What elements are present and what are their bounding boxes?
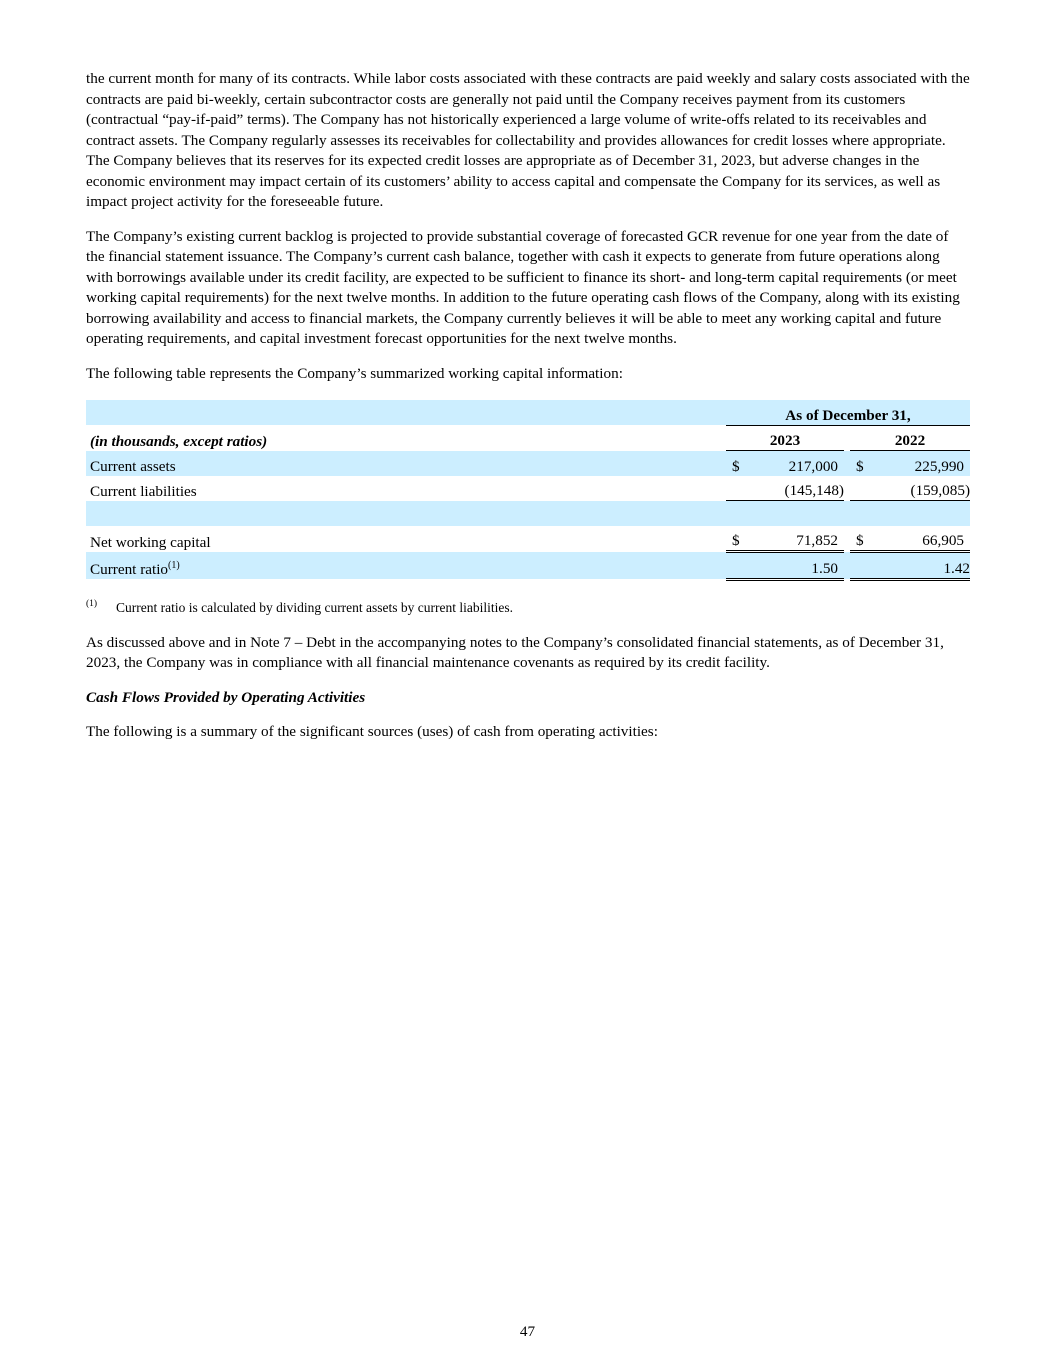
footnote-ref: (1) [168, 559, 180, 571]
footnote-text: Current ratio is calculated by dividing current assets by current liabilities. [116, 599, 514, 615]
current-assets-2023: 217,000 [744, 451, 844, 476]
footnote [86, 599, 970, 617]
paragraph-liquidity: The Company’s existing current backlog is projected to provide substantial coverage of forecasted GCR revenue for one year from the date of the financial statement issuance. The Company’s current cash balance, together with cash it expects to generate from future operations along with borrowings available under its credit facility, are expected to be sufficient to finance its short- and long-term capital requirements (or meet working capital requirements) for the next twelve months. In addition to the future operating cash flows of the Company, along with its existing borrowing availability and access to financial markets, the Company currently believes it will be able to meet any working capital and future operating requirements, and capital investment forecast opportunities for the next twelve months. [86, 227, 960, 347]
paragraph-credit-risk: the current month for many of its contracts. While labor costs associated with these contracts are paid weekly and salary costs associated with the contracts are paid bi-weekly, certain subcontractor costs are generally not paid until the Company receives payment from its customers (contractual “pay-if-paid” terms). The Company has not historically experienced a large volume of write-offs related to its receivables and contract assets. The Company regularly assesses its receivables for collectability and provides allowances for credit losses where appropriate. The Company believes that its reserves for its expected credit losses are appropriate as of December 31, 2023, but adverse changes in the economic environment may impact certain of its customers’ ability to access capital and compensate the Company for its services, as well as impact project activity for the foreseeable future. [86, 70, 970, 210]
current-ratio-2023: 1.50 [744, 552, 844, 580]
current-ratio-label: Current ratio [90, 561, 169, 578]
row-label-current-ratio [86, 552, 726, 580]
working-capital-table [86, 400, 970, 581]
year-2022-header: 2022 [850, 425, 970, 451]
table-row [86, 552, 970, 580]
paragraph-operating-summary: The following is a summary of the significant sources (uses) of cash from operating activities: [86, 723, 658, 740]
paragraph-table-intro: The following table represents the Company’s summarized working capital information: [86, 364, 623, 382]
current-liabilities-2023: (145,148) [744, 476, 844, 501]
table-row [86, 451, 970, 476]
row-label-current-assets: Current assets [86, 451, 726, 476]
year-2023-header: 2023 [726, 425, 844, 451]
document-page [86, 69, 970, 757]
current-assets-2022: 225,990 [868, 451, 970, 476]
table-spacer-row [86, 501, 970, 526]
current-ratio-2022: 1.42 [868, 552, 970, 580]
currency-symbol: $ [726, 526, 744, 552]
paragraph-covenants: As discussed above and in Note 7 – Debt in the accompanying notes to the Company’s consolidated financial statements, as of December 31, 2023, the Company was in compliance with all financial maintenance covenants as required by its credit facility. [86, 633, 944, 671]
currency-symbol: $ [850, 451, 868, 476]
table-group-header-row [86, 400, 970, 425]
currency-symbol: $ [850, 526, 868, 552]
table-row [86, 476, 970, 501]
table-row [86, 526, 970, 552]
footnote-marker: (1) [86, 598, 98, 609]
section-heading: Cash Flows Provided by Operating Activities [86, 688, 366, 706]
row-label-current-liabilities: Current liabilities [90, 482, 197, 500]
net-working-capital-2023: 71,852 [744, 526, 844, 552]
row-label-net-working-capital: Net working capital [90, 533, 211, 551]
table-header-row [86, 425, 970, 451]
current-liabilities-2022: (159,085) [868, 476, 970, 501]
page-number: 47 [519, 1323, 536, 1340]
net-working-capital-2022: 66,905 [868, 526, 970, 552]
currency-symbol: $ [726, 451, 744, 476]
group-header: As of December 31, [726, 400, 970, 425]
unit-label: (in thousands, except ratios) [90, 432, 268, 450]
